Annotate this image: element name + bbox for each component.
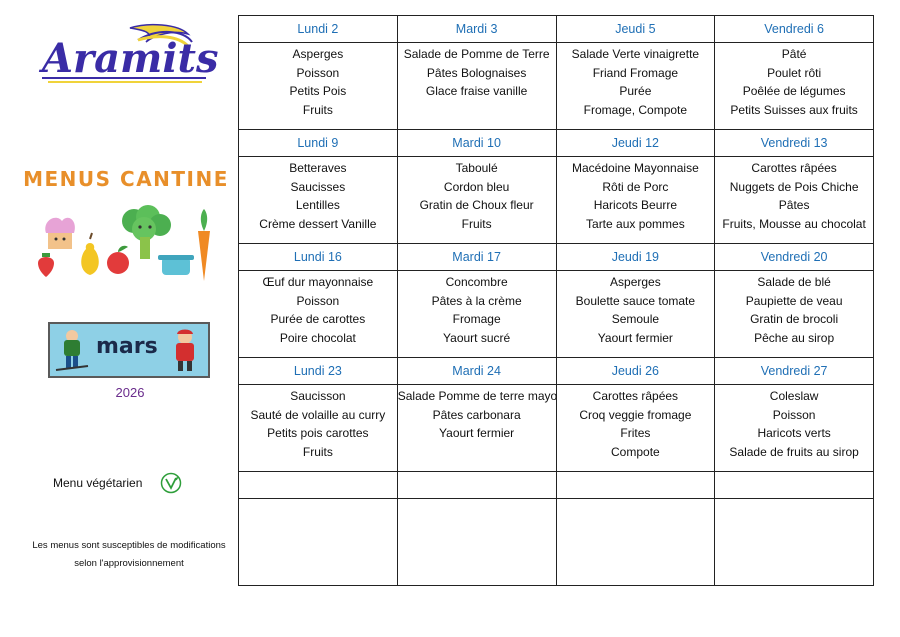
skier-icon <box>54 328 90 374</box>
menu-item: Sauté de volaille au curry <box>250 407 386 422</box>
week-menu-row <box>239 385 874 472</box>
week-header-row <box>239 16 874 43</box>
day-menu-cell <box>397 43 556 130</box>
menu-item: Poisson <box>296 65 340 80</box>
menu-item: Cordon bleu <box>443 179 510 194</box>
menus-cantine-title <box>23 160 229 194</box>
menu-item: Saucisson <box>290 389 346 403</box>
menu-item: Gratin de Choux fleur <box>419 198 534 213</box>
menu-item: Salade Verte vinaigrette <box>571 47 700 61</box>
empty-cell <box>556 472 715 499</box>
day-menu-cell <box>239 385 398 472</box>
menu-item: Fruits <box>461 217 492 232</box>
menu-item: Lentilles <box>295 198 340 213</box>
menu-item: Fruits, Mousse au chocolat <box>722 217 866 232</box>
menu-item: Carottes râpées <box>592 389 679 403</box>
week-header-row <box>239 244 874 271</box>
week-header-row <box>239 130 874 157</box>
vegetarian-legend-label: Menu végétarien <box>53 476 143 490</box>
day-menu-cell <box>397 385 556 472</box>
veggies-illustration <box>34 205 219 285</box>
day-header: Vendredi 20 <box>715 244 874 271</box>
menu-item: Poire chocolat <box>279 331 356 346</box>
menu-item: Haricots Beurre <box>593 198 678 213</box>
menu-item: Nuggets de Pois Chiche <box>729 179 859 194</box>
day-menu-cell <box>239 43 398 130</box>
day-header: Lundi 2 <box>239 16 398 43</box>
day-header: Mardi 24 <box>397 358 556 385</box>
day-header: Vendredi 13 <box>715 130 874 157</box>
menu-item: Œuf dur mayonnaise <box>262 275 374 289</box>
day-menu-cell <box>397 157 556 244</box>
menu-item: Pâtes <box>778 198 810 213</box>
empty-cell <box>556 499 715 586</box>
empty-cell <box>715 472 874 499</box>
menu-item: Fromage <box>452 312 501 327</box>
day-menu-cell <box>239 271 398 358</box>
day-header: Vendredi 27 <box>715 358 874 385</box>
svg-text:MENUS CANTINE: MENUS CANTINE <box>23 167 229 191</box>
day-menu-cell <box>556 43 715 130</box>
menu-item: Concombre <box>445 275 508 289</box>
day-header: Jeudi 19 <box>556 244 715 271</box>
menu-item: Yaourt fermier <box>597 331 673 346</box>
day-header: Jeudi 26 <box>556 358 715 385</box>
day-header: Jeudi 5 <box>556 16 715 43</box>
menu-item: Pâtes Bolognaises <box>426 65 527 80</box>
day-menu-cell <box>397 271 556 358</box>
empty-header-row <box>239 472 874 499</box>
menu-item: Fromage, Compote <box>583 103 688 118</box>
empty-cell <box>239 472 398 499</box>
menu-item: Semoule <box>611 312 660 327</box>
menu-item: Salade Pomme de terre mayo <box>397 389 558 403</box>
menu-item: Tarte aux pommes <box>586 217 685 232</box>
day-menu-cell <box>556 385 715 472</box>
empty-cell <box>239 499 398 586</box>
day-header: Lundi 16 <box>239 244 398 271</box>
day-header: Mardi 3 <box>397 16 556 43</box>
week-menu-row <box>239 157 874 244</box>
menu-item: Pêche au sirop <box>754 331 835 346</box>
menu-item: Haricots verts <box>757 426 831 441</box>
menu-item: Crème dessert Vanille <box>259 217 377 232</box>
logo-text: Aramits <box>42 35 219 82</box>
day-menu-cell <box>239 157 398 244</box>
menu-item: Macédoine Mayonnaise <box>572 161 699 175</box>
menu-item: Pâtes carbonara <box>432 407 521 422</box>
week-menu-row <box>239 271 874 358</box>
menu-item: Glace fraise vanille <box>425 84 528 99</box>
modification-note <box>18 537 240 573</box>
menu-item: Poulet rôti <box>767 65 822 80</box>
week-menu-row <box>239 43 874 130</box>
menu-table <box>238 15 874 586</box>
menu-item: Boulette sauce tomate <box>575 293 696 308</box>
week-header-row <box>239 358 874 385</box>
day-menu-cell <box>556 157 715 244</box>
menu-item: Saucisses <box>290 179 346 194</box>
note-line-1: Les menus sont susceptibles de modifications <box>32 540 226 551</box>
day-header: Lundi 9 <box>239 130 398 157</box>
menu-item: Gratin de brocoli <box>750 312 839 327</box>
menu-item: Petits pois carottes <box>267 426 369 441</box>
menu-item: Poêlée de légumes <box>742 84 846 99</box>
note-line-2: selon l'approvisionnement <box>74 558 184 569</box>
empty-cell <box>397 472 556 499</box>
menu-item: Compote <box>611 445 660 460</box>
month-label: mars <box>96 334 158 359</box>
menu-item: Salade de Pomme de Terre <box>403 47 550 61</box>
menu-item: Poisson <box>296 293 340 308</box>
day-menu-cell <box>715 271 874 358</box>
day-header: Mardi 17 <box>397 244 556 271</box>
empty-cell <box>715 499 874 586</box>
menu-item: Taboulé <box>455 161 498 175</box>
empty-body-row <box>239 499 874 586</box>
day-menu-cell <box>715 385 874 472</box>
menu-item: Fruits <box>302 445 333 460</box>
menu-table-body <box>239 16 874 586</box>
month-banner <box>48 322 210 378</box>
menu-item: Salade de blé <box>757 275 831 289</box>
menu-item: Pâté <box>781 47 807 61</box>
menu-item: Yaourt sucré <box>443 331 511 346</box>
girl-winter-icon <box>168 328 202 374</box>
menu-item: Betteraves <box>289 161 347 175</box>
menu-item: Asperges <box>292 47 344 61</box>
menu-item: Coleslaw <box>769 389 819 403</box>
menu-item: Yaourt fermier <box>439 426 515 441</box>
menu-item: Petits Pois <box>289 84 347 99</box>
menu-item: Salade de fruits au sirop <box>729 445 859 460</box>
year-label: 2026 <box>115 385 145 400</box>
day-menu-cell <box>715 43 874 130</box>
menu-item: Asperges <box>610 275 661 289</box>
menu-item: Petits Suisses aux fruits <box>730 103 858 118</box>
menu-item: Rôti de Porc <box>602 179 669 194</box>
day-header: Jeudi 12 <box>556 130 715 157</box>
day-header: Lundi 23 <box>239 358 398 385</box>
day-menu-cell <box>556 271 715 358</box>
menu-item: Pâtes à la crème <box>431 293 522 308</box>
vegetarian-v-icon <box>160 472 182 494</box>
menu-item: Poisson <box>772 407 816 422</box>
menu-item: Purée de carottes <box>270 312 366 327</box>
day-header: Mardi 10 <box>397 130 556 157</box>
day-header: Vendredi 6 <box>715 16 874 43</box>
day-menu-cell <box>715 157 874 244</box>
menu-item: Frites <box>620 426 651 441</box>
menu-item: Friand Fromage <box>592 65 679 80</box>
empty-cell <box>397 499 556 586</box>
menu-item: Purée <box>619 84 652 99</box>
aramits-logo <box>38 20 219 90</box>
menu-item: Carottes râpées <box>751 161 837 175</box>
menu-item: Croq veggie fromage <box>579 407 692 422</box>
menu-item: Fruits <box>302 103 333 118</box>
menu-item: Paupiette de veau <box>745 293 843 308</box>
